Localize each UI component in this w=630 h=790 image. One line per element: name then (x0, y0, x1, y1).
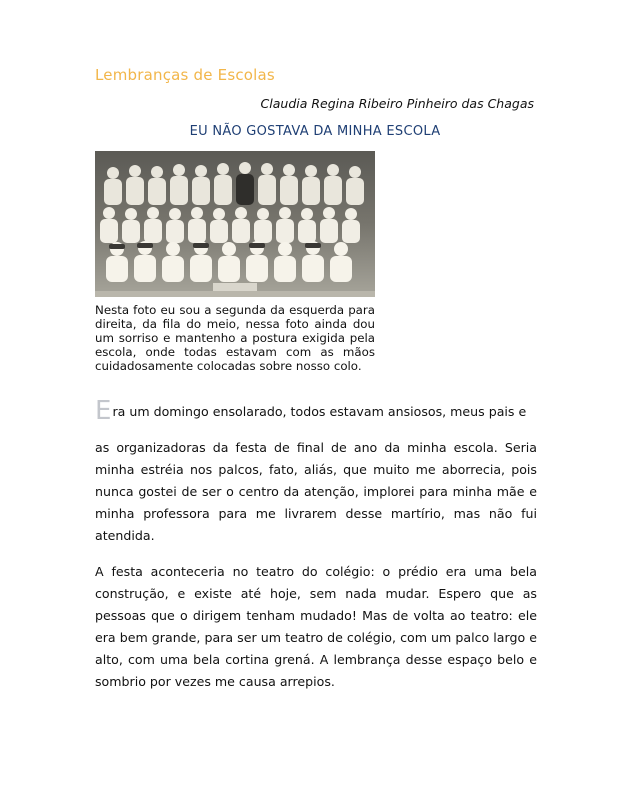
article-body (95, 396, 537, 707)
paragraph-1 (95, 396, 537, 426)
class-photo (95, 151, 375, 297)
paragraph-1-continued: as organizadoras da festa de final de ano da minha escola. Seria minha estréia nos palcos, fato, aliás, que muito me aborrecia, pois nunca gostei de ser o centro da atenção, implorei para minha mãe e minha professora para me livrarem desse martírio, mas não fui atendida. (95, 440, 537, 543)
photo-caption: Nesta foto eu sou a segunda da esquerda para direita, da fila do meio, nessa foto ainda dou um sorriso e mantenho a postura exigida pela escola, onde todas estavam com as mãos cuidadosamente colocadas sobre nosso colo. (95, 303, 375, 373)
article-title: EU NÃO GOSTAVA DA MINHA ESCOLA (189, 124, 441, 139)
series-heading: Lembranças de Escolas (95, 66, 275, 84)
paragraph-2: A festa aconteceria no teatro do colégio: o prédio era uma bela construção, e existe até hoje, sem nada mudar. Espero que as pessoas que o dirigem tenham mudado! Mas de volta ao teatro: ele era bem grande, para ser um teatro de colégio, com um palco largo e alto, com uma bela cortina grená. A lembrança desse espaço belo e sombrio por vezes me causa arrepios. (95, 564, 537, 689)
author-name: Claudia Regina Ribeiro Pinheiro das Chagas (260, 96, 534, 111)
drop-cap: E (95, 396, 112, 426)
paragraph-1-line-1: ra um domingo ensolarado, todos estavam ansiosos, meus pais e (112, 404, 527, 419)
